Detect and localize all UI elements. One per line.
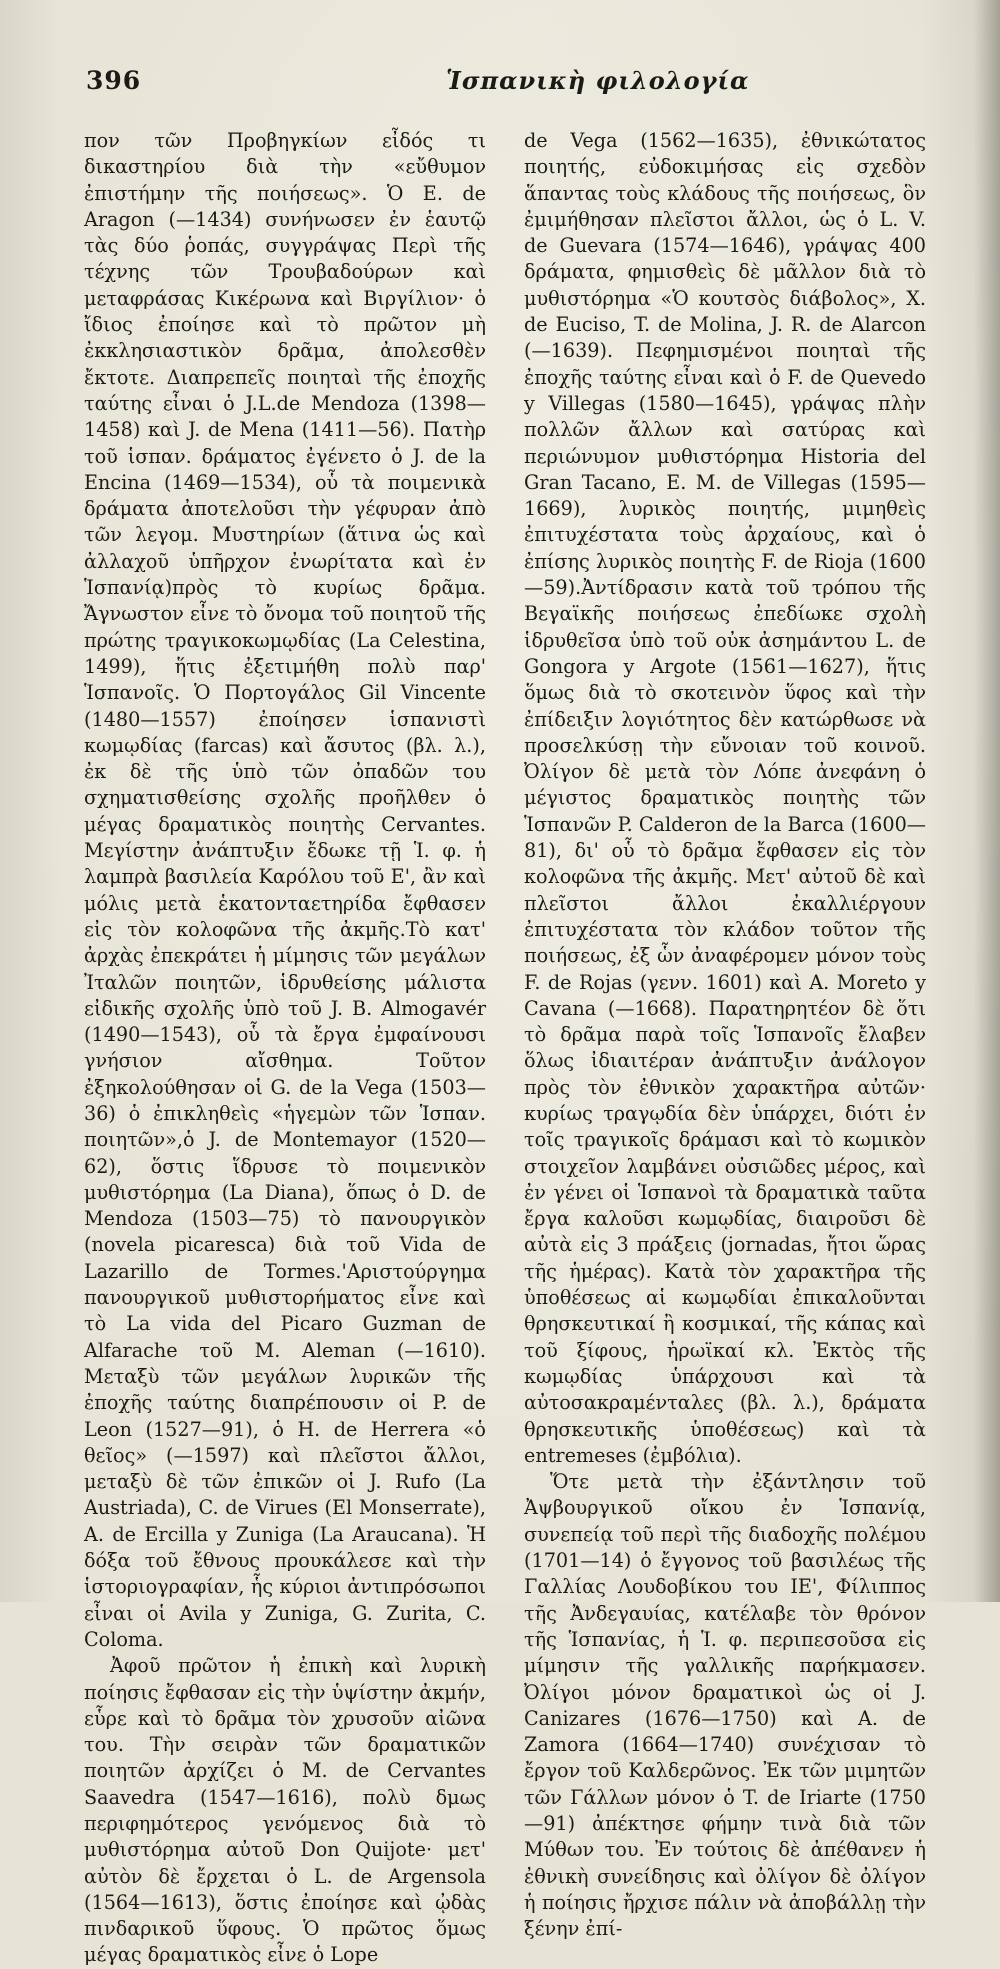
right-paragraph-1: de Vega (1562—1635), ἐθνικώτατος ποιητής, εὐδοκιμήσας εἰς σχεδὸν ἅπαντας τοὺς κλάδους τῆς ποιήσεως, ὃν ἐμιμήθησαν πλεῖστοι ἄλλοι, ὡς ὁ L. V. de Guevara (1574—1646), γράψας 400 δράματα, φημισθεὶς δὲ μᾶλλον διὰ τὸ μυθιστόρημα «Ὁ κουτσὸς διάβολος», X. de Euciso, T. de Molina, J. R. de Alarcon (—1639). Πεφημισμένοι ποιηταὶ τῆς ἐποχῆς ταύτης εἶναι καὶ ὁ F. de Quevedo y Villegas (1580—1645), γράψας πλὴν πολλῶν ἄλλων καὶ σατύρας καὶ περιώνυμον μυθιστόρημα Historia del Gran Tacano, E. M. de Villegas (1595—1669), λυρικὸς ποιητής, μιμηθεὶς ἐπιτυχέστατα τοὺς ἀρχαίους, καὶ ὁ ἐπίσης λυρικὸς ποιητὴς F. de Rioja (1600—59).Ἀντίδρασιν κατὰ τοῦ τρόπου τῆς Βεγαϊκῆς ποιήσεως ἐπεδίωκε σχολὴ ἱδρυθεῖσα ὑπὸ τοῦ οὐκ ἀσημάντου L. de Gongora y Argote (1561—1627), ἥτις ὅμως διὰ τὸ σκοτεινὸν ὕφος καὶ τὴν ἐπίδειξιν λογιότητος δὲν κατώρθωσε νὰ προσελκύσῃ τὴν εὔνοιαν τοῦ κοινοῦ. Ὀλίγον δὲ μετὰ τὸν Λόπε ἀνεφάνη ὁ μέγιστος δραματικὸς ποιητὴς τῶν Ἱσπανῶν P. Calderon de la Barca (1600—81), δι' οὗ τὸ δρᾶμα ἔφθασεν εἰς τὸν κολοφῶνα τῆς ἀκμῆς. Μετ' αὐτοῦ δὲ καὶ πλεῖστοι ἄλλοι ἐκαλλιέργουν ἐπιτυχέστατα τὸν κλάδον τοῦτον τῆς ποιήσεως, ἐξ ὧν ἀναφέρομεν μόνον τοὺς F. de Rojas (γενν. 1601) καὶ A. Moreto y Cavana (—1668). Παρατηρητέον δὲ ὅτι τὸ δρᾶμα παρὰ τοῖς Ἱσπανοῖς ἔλαβεν ὅλως ἰδιαιτέραν ἀνάπτυξιν ἀνάλογον πρὸς τὸν ἐθνικὸν χαρακτῆρα αὐτῶν· κυρίως τραγῳδία δὲν ὑπάρχει, διότι ἐν τοῖς τραγικοῖς δράμασι καὶ τὸ κωμικὸν στοιχεῖον λαμβάνει οὐσιῶδες μέρος, καὶ ἐν γένει οἱ Ἱσπανοὶ τὰ δραματικὰ ταῦτα ἔργα καλοῦσι κωμῳδίας, διαιροῦσι δὲ αὐτὰ εἰς 3 πράξεις (jornadas, ἤτοι ὥρας τῆς ἡμέρας). Κατὰ τὸν χαρακτῆρα τῆς ὑποθέσεως αἱ κωμῳδίαι ἐπικαλοῦνται θρησκευτικαί ἢ κοσμικαί, τῆς κάπας καὶ τοῦ ξίφους, ἡρωϊκαί κλ. Ἐκτὸς τῆς κωμῳδίας ὑπάρχουσι καὶ τὰ αὐτοσακραμένταλες (βλ. λ.), δράματα θρησκευτικῆς ὑποθέσεως) καὶ τὰ entremeses (ἐμβόλια). [524, 129, 926, 1467]
left-paragraph-2: Ἀφοῦ πρῶτον ἡ ἐπικὴ καὶ λυρικὴ ποίησις ἔφθασαν εἰς τὴν ὑψίστην ἀκμήν, εὗρε καὶ τὸ δρᾶμα τὸν χρυσοῦν αἰῶνα του. Τὴν σειρὰν τῶν δραματικῶν ποιητῶν ἀρχίζει ὁ M. de Cervantes Saavedra (1547—1616), πολὺ δμως περιφημότερος γενόμενος διὰ τὸ μυθιστόρημα αὐτοῦ Don Quijote· μετ' αὐτὸν δὲ ἔρχεται ὁ L. de Argensola (1564—1613), ὅστις ἐποίησε καὶ ᾠδὰς πινδαρικοῦ ὕφους. Ὁ πρῶτος ὅμως μέγας δραματικὸς εἶνε ὁ Lope [84, 1654, 486, 1967]
spine-shadow [974, 0, 1000, 1602]
left-column [84, 128, 486, 1969]
page-header [86, 66, 956, 106]
page-number: 396 [86, 66, 142, 95]
right-paragraph-2: Ὅτε μετὰ τὴν ἐξάντλησιν τοῦ Ἀψβουργικοῦ οἴκου ἐν Ἱσπανίᾳ, συνεπείᾳ τοῦ περὶ τῆς διαδοχῆς πολέμου (1701—14) ὁ ἔγγονος τοῦ βασιλέως τῆς Γαλλίας Λουδοβίκου του ΙΕ', Φίλιππος τῆς Ἀνδεγαυίας, κατέλαβε τὸν θρόνον τῆς Ἱσπανίας, ἡ Ἱ. φ. περιπεσοῦσα εἰς μίμησιν τῆς γαλλικῆς παρήκμασεν. Ὀλίγοι μόνον δραματικοὶ ὡς οἱ J. Canizares (1676—1750) καὶ A. de Zamora (1664—1740) συνέχισαν τὸ ἔργον τοῦ Καλδερῶνος. Ἐκ τῶν μιμητῶν τῶν Γάλλων μόνον ὁ T. de Iriarte (1750—91) ἀπέκτησε φήμην τινὰ διὰ τῶν Μύθων του. Ἐν τούτοις δὲ ἀπέθανεν ἡ ἐθνικὴ συνείδησις καὶ ὀλίγον δὲ ὀλίγον ἡ ποίησις ἤρχισε πάλιν νὰ ἀποβάλλῃ τὴν ξένην ἐπί- [524, 1470, 926, 1941]
right-column [524, 128, 926, 1942]
left-paragraph-1: πον τῶν Προβηγκίων εἶδός τι δικαστηρίου διὰ τὴν «εὔθυμον ἐπιστήμην τῆς ποιήσεως». Ὁ E. de Aragon (—1434) συνήνωσεν ἐν ἑαυτῷ τὰς δύο ῥοπάς, συγγράψας Περὶ τῆς τέχνης τῶν Τρουβαδούρων καὶ μεταφράσας Κικέρωνα καὶ Βιργίλιον· ὁ ἴδιος ἐποίησε καὶ τὸ πρῶτον μὴ ἐκκλησιαστικὸν δρᾶμα, ἀπολεσθὲν ἔκτοτε. Διαπρεπεῖς ποιηταὶ τῆς ἐποχῆς ταύτης εἶναι ὁ J.L.de Mendoza (1398—1458) καὶ J. de Mena (1411—56). Πατὴρ τοῦ ἱσπαν. δράματος ἐγένετο ὁ J. de la Encina (1469—1534), οὗ τὰ ποιμενικὰ δράματα ἀποτελοῦσι τὴν γέφυραν ἀπὸ τῶν λεγομ. Μυστηρίων (ἅτινα ὡς καὶ ἀλλαχοῦ ὑπῆρχον ἐνωρίτατα καὶ ἐν Ἱσπανίᾳ)πρὸς τὸ κυρίως δρᾶμα. Ἄγνωστον εἶνε τὸ ὄνομα τοῦ ποιητοῦ τῆς πρώτης τραγικοκωμῳδίας (La Celestina, 1499), ἥτις ἐξετιμήθη πολὺ παρ' Ἱσπανοῖς. Ὁ Πορτογάλος Gil Vincente (1480—1557) ἐποίησεν ἱσπανιστὶ κωμῳδίας (farcas) καὶ ἄσυτος (βλ. λ.), ἐκ δὲ τῆς ὑπὸ τῶν ὀπαδῶν του σχηματισθείσης σχολῆς προῆλθεν ὁ μέγας δραματικὸς ποιητὴς Cervantes. Μεγίστην ἀνάπτυξιν ἔδωκε τῇ Ἱ. φ. ἡ λαμπρὰ βασιλεία Καρόλου τοῦ Ε', ἂν καὶ μόλις μετὰ ἑκατονταετηρίδα ἔφθασεν εἰς τὸν κολοφῶνα τῆς ἀκμῆς.Τὸ κατ' ἀρχὰς ἐπεκράτει ἡ μίμησις τῶν μεγάλων Ἰταλῶν ποιητῶν, ἱδρυθείσης μάλιστα εἰδικῆς σχολῆς ὑπὸ τοῦ J. B. Almogavér (1490—1543), οὗ τὰ ἔργα ἐμφαίνουσι γνήσιον αἴσθημα. Τοῦτον ἐξηκολούθησαν οἱ G. de la Vega (1503—36) ὁ ἐπικληθεὶς «ἡγεμὼν τῶν Ἱσπαν. ποιητῶν»,ὁ J. de Montemayor (1520—62), ὅστις ἵδρυσε τὸ ποιμενικὸν μυθιστόρημα (La Diana), ὅπως ὁ D. de Mendoza (1503—75) τὸ πανουργικὸν (novela picaresca) διὰ τοῦ Vida de Lazarillo de Tormes.'Αριστούργημα πανουργικοῦ μυθιστορήματος εἶνε καὶ τὸ La vida del Picaro Guzman de Alfarache τοῦ M. Aleman (—1610). Μεταξὺ τῶν μεγάλων λυρικῶν τῆς ἐποχῆς ταύτης διαπρέπουσιν οἱ P. de Leon (1527—91), ὁ H. de Herrera «ὁ θεῖος» (—1597) καὶ πλεῖστοι ἄλλοι, μεταξὺ δὲ τῶν ἐπικῶν οἱ J. Rufo (La Austriada), C. de Virues (El Monserrate), A. de Ercilla y Zuniga (La Araucana). Ἡ δόξα τοῦ ἔθνους προυκάλεσε καὶ τὴν ἱστοριογραφίαν, ἧς κύριοι ἀντιπρόσωποι εἶναι οἱ Avila y Zuniga, G. Zurita, C. Coloma. [84, 129, 486, 1651]
running-title: Ἱσπανικὴ φιλολογία [446, 66, 750, 95]
